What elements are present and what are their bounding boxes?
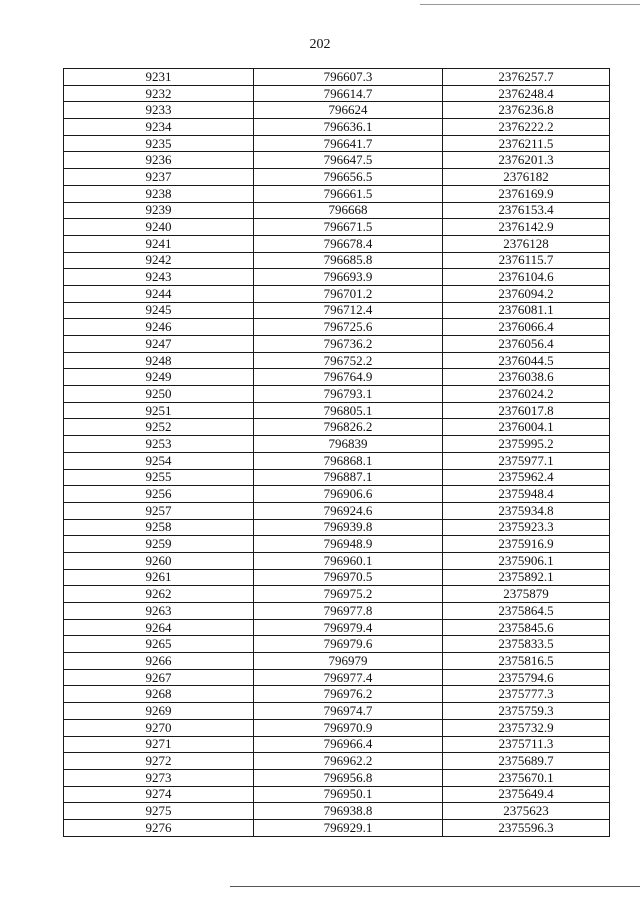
- point-number-cell: 9247: [64, 336, 254, 353]
- table-row: [64, 119, 610, 136]
- point-number-cell: 9234: [64, 119, 254, 136]
- y-coordinate-cell: 2376248.4: [443, 85, 610, 102]
- point-number-cell: 9257: [64, 502, 254, 519]
- table-row: [64, 302, 610, 319]
- y-coordinate-cell: 2375649.4: [443, 786, 610, 803]
- x-coordinate-cell: 796974.7: [254, 703, 443, 720]
- x-coordinate-cell: 796939.8: [254, 519, 443, 536]
- y-coordinate-cell: 2376142.9: [443, 219, 610, 236]
- point-number-cell: 9276: [64, 819, 254, 836]
- x-coordinate-cell: 796938.8: [254, 803, 443, 820]
- point-number-cell: 9241: [64, 235, 254, 252]
- table-row: [64, 469, 610, 486]
- point-number-cell: 9246: [64, 319, 254, 336]
- x-coordinate-cell: 796979.4: [254, 619, 443, 636]
- point-number-cell: 9273: [64, 769, 254, 786]
- y-coordinate-cell: 2376153.4: [443, 202, 610, 219]
- table-row: [64, 169, 610, 186]
- table-row: [64, 336, 610, 353]
- table-row: [64, 85, 610, 102]
- x-coordinate-cell: 796736.2: [254, 336, 443, 353]
- table-row: [64, 402, 610, 419]
- y-coordinate-cell: 2376017.8: [443, 402, 610, 419]
- y-coordinate-cell: 2375816.5: [443, 653, 610, 670]
- y-coordinate-cell: 2376066.4: [443, 319, 610, 336]
- table-row: [64, 502, 610, 519]
- x-coordinate-cell: 796656.5: [254, 169, 443, 186]
- x-coordinate-cell: 796752.2: [254, 352, 443, 369]
- scan-edge-line-bottom: [230, 886, 640, 887]
- table-row: [64, 536, 610, 553]
- table-row: [64, 719, 610, 736]
- x-coordinate-cell: 796764.9: [254, 369, 443, 386]
- point-number-cell: 9248: [64, 352, 254, 369]
- coordinates-table-body: [64, 69, 610, 837]
- x-coordinate-cell: 796647.5: [254, 152, 443, 169]
- y-coordinate-cell: 2375892.1: [443, 569, 610, 586]
- y-coordinate-cell: 2376094.2: [443, 285, 610, 302]
- point-number-cell: 9271: [64, 736, 254, 753]
- y-coordinate-cell: 2375596.3: [443, 819, 610, 836]
- table-row: [64, 803, 610, 820]
- point-number-cell: 9232: [64, 85, 254, 102]
- y-coordinate-cell: 2375845.6: [443, 619, 610, 636]
- point-number-cell: 9262: [64, 586, 254, 603]
- y-coordinate-cell: 2376211.5: [443, 135, 610, 152]
- y-coordinate-cell: 2376236.8: [443, 102, 610, 119]
- table-row: [64, 319, 610, 336]
- x-coordinate-cell: 796906.6: [254, 486, 443, 503]
- table-row: [64, 252, 610, 269]
- x-coordinate-cell: 796970.5: [254, 569, 443, 586]
- y-coordinate-cell: 2375995.2: [443, 436, 610, 453]
- point-number-cell: 9258: [64, 519, 254, 536]
- table-row: [64, 586, 610, 603]
- table-row: [64, 669, 610, 686]
- table-row: [64, 202, 610, 219]
- point-number-cell: 9243: [64, 269, 254, 286]
- x-coordinate-cell: 796970.9: [254, 719, 443, 736]
- point-number-cell: 9270: [64, 719, 254, 736]
- x-coordinate-cell: 796956.8: [254, 769, 443, 786]
- table-row: [64, 185, 610, 202]
- y-coordinate-cell: 2376104.6: [443, 269, 610, 286]
- point-number-cell: 9269: [64, 703, 254, 720]
- point-number-cell: 9275: [64, 803, 254, 820]
- table-row: [64, 152, 610, 169]
- y-coordinate-cell: 2376024.2: [443, 386, 610, 403]
- table-row: [64, 369, 610, 386]
- y-coordinate-cell: 2375879: [443, 586, 610, 603]
- table-row: [64, 819, 610, 836]
- table-row: [64, 753, 610, 770]
- table-row: [64, 452, 610, 469]
- table-row: [64, 235, 610, 252]
- point-number-cell: 9272: [64, 753, 254, 770]
- x-coordinate-cell: 796641.7: [254, 135, 443, 152]
- point-number-cell: 9239: [64, 202, 254, 219]
- y-coordinate-cell: 2376056.4: [443, 336, 610, 353]
- x-coordinate-cell: 796962.2: [254, 753, 443, 770]
- y-coordinate-cell: 2376182: [443, 169, 610, 186]
- point-number-cell: 9252: [64, 419, 254, 436]
- page-number: 202: [309, 37, 331, 52]
- x-coordinate-cell: 796678.4: [254, 235, 443, 252]
- x-coordinate-cell: 796805.1: [254, 402, 443, 419]
- x-coordinate-cell: 796671.5: [254, 219, 443, 236]
- x-coordinate-cell: 796661.5: [254, 185, 443, 202]
- table-row: [64, 219, 610, 236]
- y-coordinate-cell: 2375759.3: [443, 703, 610, 720]
- point-number-cell: 9274: [64, 786, 254, 803]
- y-coordinate-cell: 2375623: [443, 803, 610, 820]
- y-coordinate-cell: 2375923.3: [443, 519, 610, 536]
- y-coordinate-cell: 2375794.6: [443, 669, 610, 686]
- x-coordinate-cell: 796975.2: [254, 586, 443, 603]
- point-number-cell: 9242: [64, 252, 254, 269]
- table-row: [64, 519, 610, 536]
- point-number-cell: 9240: [64, 219, 254, 236]
- point-number-cell: 9251: [64, 402, 254, 419]
- point-number-cell: 9250: [64, 386, 254, 403]
- point-number-cell: 9264: [64, 619, 254, 636]
- y-coordinate-cell: 2375711.3: [443, 736, 610, 753]
- table-row: [64, 636, 610, 653]
- point-number-cell: 9268: [64, 686, 254, 703]
- y-coordinate-cell: 2375864.5: [443, 603, 610, 620]
- x-coordinate-cell: 796979: [254, 653, 443, 670]
- table-row: [64, 285, 610, 302]
- point-number-cell: 9265: [64, 636, 254, 653]
- y-coordinate-cell: 2376201.3: [443, 152, 610, 169]
- table-row: [64, 769, 610, 786]
- point-number-cell: 9249: [64, 369, 254, 386]
- table-row: [64, 386, 610, 403]
- x-coordinate-cell: 796950.1: [254, 786, 443, 803]
- x-coordinate-cell: 796693.9: [254, 269, 443, 286]
- x-coordinate-cell: 796712.4: [254, 302, 443, 319]
- table-row: [64, 135, 610, 152]
- x-coordinate-cell: 796929.1: [254, 819, 443, 836]
- table-row: [64, 486, 610, 503]
- table-row: [64, 619, 610, 636]
- x-coordinate-cell: 796960.1: [254, 552, 443, 569]
- x-coordinate-cell: 796668: [254, 202, 443, 219]
- x-coordinate-cell: 796948.9: [254, 536, 443, 553]
- point-number-cell: 9260: [64, 552, 254, 569]
- point-number-cell: 9237: [64, 169, 254, 186]
- table-row: [64, 436, 610, 453]
- x-coordinate-cell: 796839: [254, 436, 443, 453]
- y-coordinate-cell: 2376257.7: [443, 69, 610, 86]
- y-coordinate-cell: 2375948.4: [443, 486, 610, 503]
- scan-edge-line-top: [420, 4, 640, 5]
- x-coordinate-cell: 796966.4: [254, 736, 443, 753]
- point-number-cell: 9266: [64, 653, 254, 670]
- x-coordinate-cell: 796614.7: [254, 85, 443, 102]
- point-number-cell: 9235: [64, 135, 254, 152]
- table-row: [64, 419, 610, 436]
- y-coordinate-cell: 2375962.4: [443, 469, 610, 486]
- table-row: [64, 786, 610, 803]
- x-coordinate-cell: 796793.1: [254, 386, 443, 403]
- x-coordinate-cell: 796685.8: [254, 252, 443, 269]
- y-coordinate-cell: 2375977.1: [443, 452, 610, 469]
- x-coordinate-cell: 796979.6: [254, 636, 443, 653]
- y-coordinate-cell: 2375670.1: [443, 769, 610, 786]
- y-coordinate-cell: 2376115.7: [443, 252, 610, 269]
- y-coordinate-cell: 2375732.9: [443, 719, 610, 736]
- x-coordinate-cell: 796977.8: [254, 603, 443, 620]
- point-number-cell: 9255: [64, 469, 254, 486]
- y-coordinate-cell: 2376081.1: [443, 302, 610, 319]
- y-coordinate-cell: 2375906.1: [443, 552, 610, 569]
- table-row: [64, 653, 610, 670]
- point-number-cell: 9261: [64, 569, 254, 586]
- table-row: [64, 736, 610, 753]
- y-coordinate-cell: 2375833.5: [443, 636, 610, 653]
- point-number-cell: 9231: [64, 69, 254, 86]
- y-coordinate-cell: 2375916.9: [443, 536, 610, 553]
- y-coordinate-cell: 2376038.6: [443, 369, 610, 386]
- x-coordinate-cell: 796607.3: [254, 69, 443, 86]
- y-coordinate-cell: 2376128: [443, 235, 610, 252]
- y-coordinate-cell: 2376004.1: [443, 419, 610, 436]
- y-coordinate-cell: 2376169.9: [443, 185, 610, 202]
- x-coordinate-cell: 796868.1: [254, 452, 443, 469]
- point-number-cell: 9245: [64, 302, 254, 319]
- point-number-cell: 9236: [64, 152, 254, 169]
- coordinates-table: [63, 68, 610, 837]
- point-number-cell: 9233: [64, 102, 254, 119]
- x-coordinate-cell: 796624: [254, 102, 443, 119]
- point-number-cell: 9263: [64, 603, 254, 620]
- table-row: [64, 686, 610, 703]
- x-coordinate-cell: 796976.2: [254, 686, 443, 703]
- y-coordinate-cell: 2375689.7: [443, 753, 610, 770]
- point-number-cell: 9254: [64, 452, 254, 469]
- point-number-cell: 9267: [64, 669, 254, 686]
- point-number-cell: 9244: [64, 285, 254, 302]
- y-coordinate-cell: 2376044.5: [443, 352, 610, 369]
- point-number-cell: 9238: [64, 185, 254, 202]
- y-coordinate-cell: 2376222.2: [443, 119, 610, 136]
- table-row: [64, 603, 610, 620]
- x-coordinate-cell: 796636.1: [254, 119, 443, 136]
- x-coordinate-cell: 796826.2: [254, 419, 443, 436]
- table-row: [64, 102, 610, 119]
- table-row: [64, 703, 610, 720]
- table-row: [64, 552, 610, 569]
- table-row: [64, 69, 610, 86]
- y-coordinate-cell: 2375777.3: [443, 686, 610, 703]
- point-number-cell: 9256: [64, 486, 254, 503]
- x-coordinate-cell: 796701.2: [254, 285, 443, 302]
- x-coordinate-cell: 796977.4: [254, 669, 443, 686]
- x-coordinate-cell: 796725.6: [254, 319, 443, 336]
- y-coordinate-cell: 2375934.8: [443, 502, 610, 519]
- point-number-cell: 9259: [64, 536, 254, 553]
- table-row: [64, 269, 610, 286]
- point-number-cell: 9253: [64, 436, 254, 453]
- x-coordinate-cell: 796887.1: [254, 469, 443, 486]
- table-row: [64, 569, 610, 586]
- table-row: [64, 352, 610, 369]
- x-coordinate-cell: 796924.6: [254, 502, 443, 519]
